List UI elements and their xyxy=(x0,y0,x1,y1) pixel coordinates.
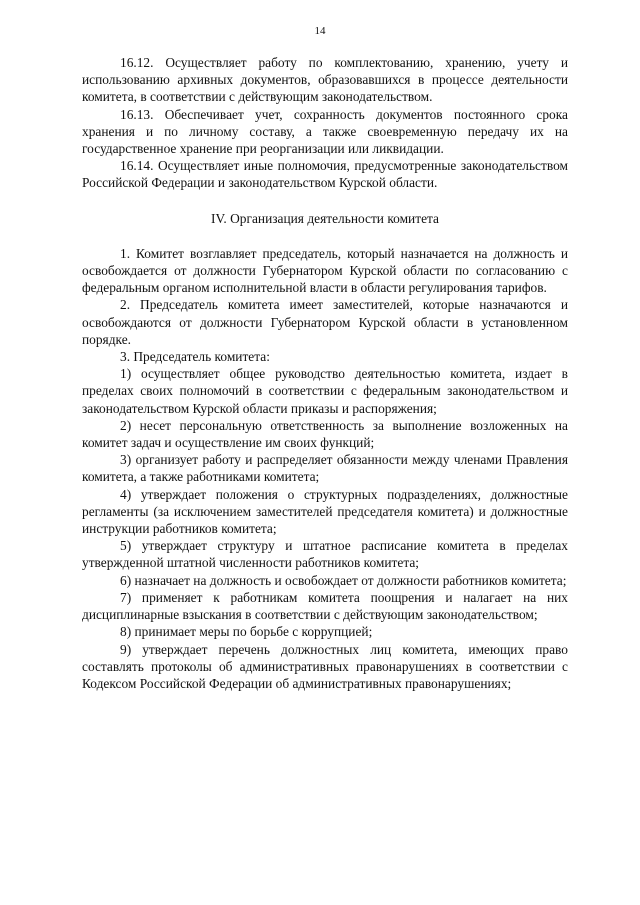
subitem-3: 3) организует работу и распределяет обязанности между членами Правления комитета, а также работниками комитета; xyxy=(82,452,568,485)
subitem-2: 2) несет персональную ответственность за выполнение возложенных на комитет задач и осуществление им своих функций; xyxy=(82,417,568,451)
paragraph-item-1: 1. Комитет возглавляет председатель, который назначается на должность и освобождается от должности Губернатором Курской области по согласованию с федеральным органом исполнительной власти в области регулирования тарифов. xyxy=(82,245,568,296)
page-number: 14 xyxy=(314,25,326,37)
subitem-5: 5) утверждает структуру и штатное расписание комитета в пределах утвержденной штатной численности работников комитета; xyxy=(82,538,568,571)
document-body xyxy=(82,54,568,692)
subitem-9: 9) утверждает перечень должностных лиц комитета, имеющих право составлять протоколы об административных правонарушениях в соответствии с Кодексом Российской Федерации об административных правонарушениях; xyxy=(82,641,568,691)
subitem-6: 6) назначает на должность и освобождает от должности работников комитета; xyxy=(120,572,567,588)
paragraph-16-13: 16.13. Обеспечивает учет, сохранность документов постоянного срока хранения и по личному составу, а также своевременную передачу их на государственное хранение при реорганизации или ликвидации. xyxy=(82,106,568,157)
paragraph-item-2: 2. Председатель комитета имеет заместителей, которые назначаются и освобождаются от должности Губернатором Курской области в установленном порядке. xyxy=(82,297,568,347)
paragraph-16-14: 16.14. Осуществляет иные полномочия, предусмотренные законодательством Российской Федерации и законодательством Курской области. xyxy=(82,158,568,191)
section-heading: IV. Организация деятельности комитета xyxy=(211,210,439,226)
subitem-1: 1) осуществляет общее руководство деятельностью комитета, издает в пределах своих полномочий в соответствии с федеральным законодательством и законодательством Курской области приказы и распоряжения; xyxy=(82,366,568,416)
paragraph-item-3: 3. Председатель комитета: xyxy=(120,349,270,365)
subitem-4: 4) утверждает положения о структурных подразделениях, должностные регламенты (за исключением заместителей председателя комитета) и должностные инструкции работников комитета; xyxy=(82,486,568,537)
subitem-8: 8) принимает меры по борьбе с коррупцией; xyxy=(120,624,373,640)
subitem-7: 7) применяет к работникам комитета поощрения и налагает на них дисциплинарные взыскания в соответствии с действующим законодательством; xyxy=(82,589,568,623)
paragraph-16-12: 16.12. Осуществляет работу по комплектованию, хранению, учету и использованию архивных документов, образовавшихся в процессе деятельности комитета, в соответствии с действующим законодательством. xyxy=(82,55,568,105)
